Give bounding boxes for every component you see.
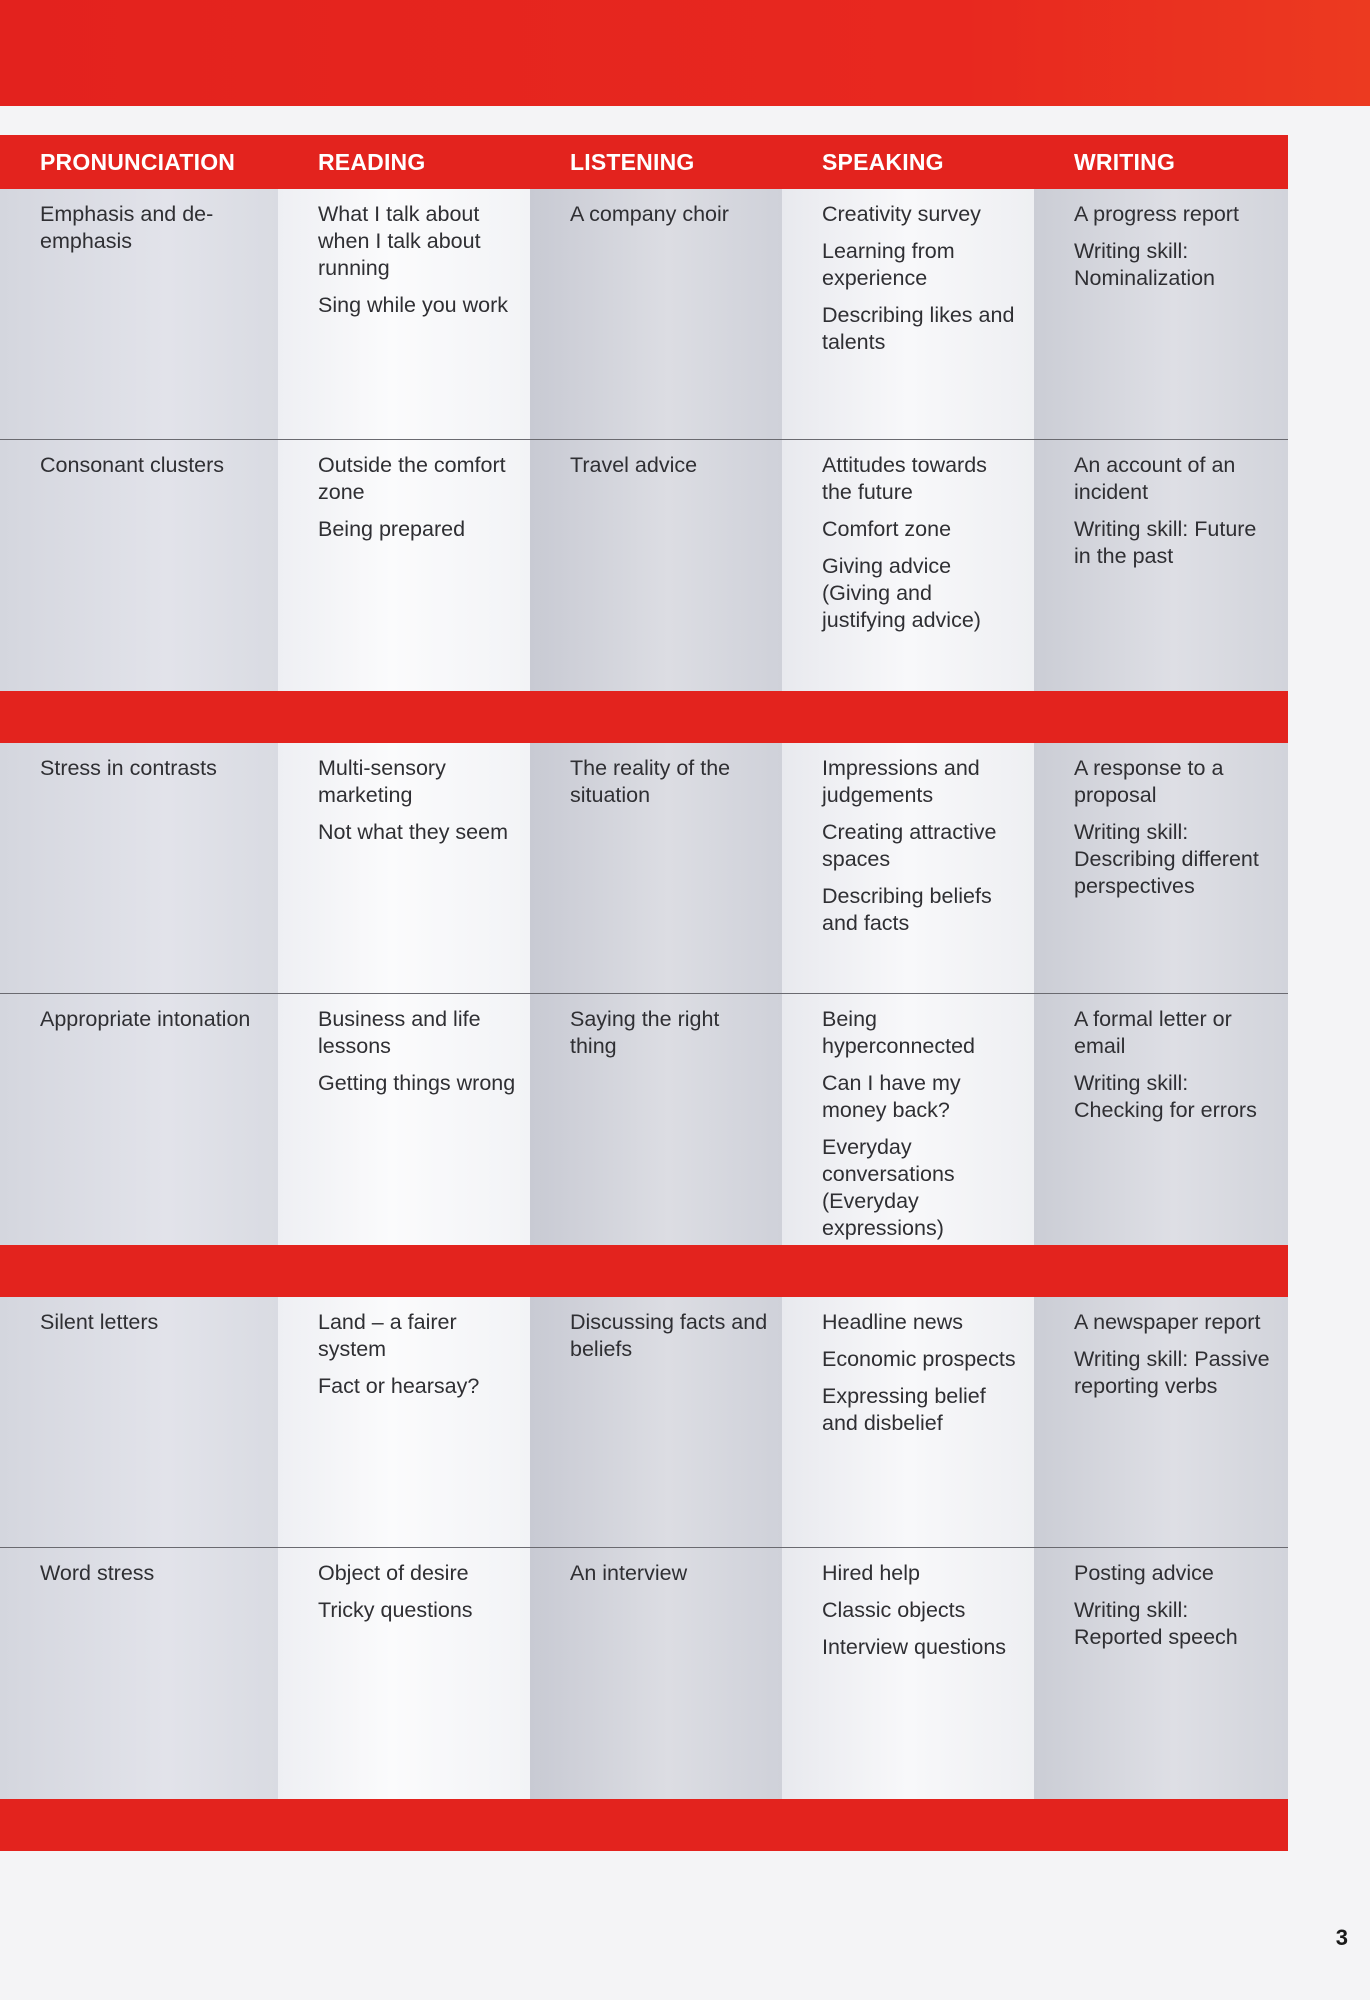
cell-item: Writing skill: Nominalization [1074, 239, 1216, 290]
table-row [0, 1548, 1288, 1799]
header-pronunciation: PRONUNCIATION [40, 148, 236, 175]
cell-item: Headline news [822, 1310, 964, 1334]
cell-item: Tricky questions [318, 1598, 473, 1622]
cell-item: Not what they seem [318, 820, 509, 844]
cell-listening [530, 1297, 782, 1547]
cell-item: Writing skill: Future in the past [1074, 517, 1257, 568]
cell-item: Sing while you work [318, 293, 509, 317]
cell-item: Learning from experience [822, 239, 955, 290]
header-speaking: SPEAKING [822, 148, 944, 175]
cell-item: Can I have my money back? [822, 1071, 961, 1122]
cell-item: Word stress [40, 1561, 155, 1585]
cell-item: Describing beliefs and facts [822, 884, 992, 935]
cell-listening [530, 440, 782, 691]
table-row [0, 1297, 1288, 1548]
cell-item: Object of desire [318, 1561, 469, 1585]
cell-item: Classic objects [822, 1598, 966, 1622]
cell-item: What I talk about when I talk about running [318, 202, 481, 280]
cell-item: Writing skill: Describing different perspectives [1074, 820, 1259, 898]
section-divider-band [0, 1799, 1288, 1851]
cell-item: Writing skill: Passive reporting verbs [1074, 1347, 1270, 1398]
cell-item: Business and life lessons [318, 1007, 481, 1058]
cell-writing [1034, 743, 1288, 993]
cell-speaking [782, 1297, 1034, 1547]
table-row [0, 994, 1288, 1245]
cell-pronunciation [0, 743, 278, 993]
cell-item: Writing skill: Reported speech [1074, 1598, 1238, 1649]
cell-item: Getting things wrong [318, 1071, 516, 1095]
section-divider-band [0, 691, 1288, 743]
page-number: 3 [1335, 1925, 1348, 1950]
cell-speaking [782, 743, 1034, 993]
cell-item: Economic prospects [822, 1347, 1016, 1371]
cell-reading [278, 440, 530, 691]
cell-writing [1034, 994, 1288, 1245]
cell-writing [1034, 189, 1288, 439]
cell-speaking [782, 1548, 1034, 1799]
cell-pronunciation [0, 1297, 278, 1547]
table-row [0, 440, 1288, 691]
cell-item: Creating attractive spaces [822, 820, 997, 871]
cell-item: Outside the comfort zone [318, 453, 506, 504]
cell-item: Fact or hearsay? [318, 1374, 480, 1398]
cell-speaking [782, 189, 1034, 439]
cell-writing [1034, 1297, 1288, 1547]
cell-item: Being hyperconnected [822, 1007, 975, 1058]
cell-item: Giving advice (Giving and justifying advice) [822, 554, 981, 632]
cell-item: Discussing facts and beliefs [570, 1310, 768, 1361]
cell-item: Silent letters [40, 1310, 159, 1334]
cell-item: A progress report [1074, 202, 1239, 226]
cell-item: Land – a fairer system [318, 1310, 457, 1361]
cell-speaking [782, 994, 1034, 1245]
cell-pronunciation [0, 1548, 278, 1799]
cell-item: Saying the right thing [570, 1007, 720, 1058]
cell-reading [278, 994, 530, 1245]
header-writing: WRITING [1074, 148, 1176, 175]
cell-item: The reality of the situation [570, 756, 731, 807]
cell-reading [278, 1297, 530, 1547]
header-reading: READING [318, 148, 426, 175]
cell-item: A company choir [570, 202, 729, 226]
cell-item: Posting advice [1074, 1561, 1214, 1585]
contents-table [0, 135, 1288, 1851]
cell-item: Impressions and judgements [822, 756, 980, 807]
cell-item: Multi-sensory marketing [318, 756, 446, 807]
cell-reading [278, 189, 530, 439]
table-header [0, 135, 1288, 189]
cell-item: Interview questions [822, 1635, 1007, 1659]
table-body [0, 189, 1288, 1851]
cell-item: An account of an incident [1074, 453, 1236, 504]
cell-reading [278, 743, 530, 993]
cell-pronunciation [0, 440, 278, 691]
cell-item: Stress in contrasts [40, 756, 217, 780]
header-listening: LISTENING [570, 148, 695, 175]
cell-item: Hired help [822, 1561, 920, 1585]
cell-pronunciation [0, 189, 278, 439]
table-row [0, 189, 1288, 440]
cell-listening [530, 994, 782, 1245]
cell-item: Comfort zone [822, 517, 952, 541]
cell-writing [1034, 1548, 1288, 1799]
cell-item: Appropriate intonation [40, 1007, 251, 1031]
cell-item: Attitudes towards the future [822, 453, 987, 504]
table-row [0, 743, 1288, 994]
cell-item: Expressing belief and disbelief [822, 1384, 986, 1435]
section-divider-band [0, 1245, 1288, 1297]
cell-item: Travel advice [570, 453, 698, 477]
cell-pronunciation [0, 994, 278, 1245]
cell-item: A newspaper report [1074, 1310, 1261, 1334]
cell-writing [1034, 440, 1288, 691]
cell-reading [278, 1548, 530, 1799]
top-red-band [0, 0, 1370, 106]
cell-listening [530, 1548, 782, 1799]
cell-speaking [782, 440, 1034, 691]
cell-item: A formal letter or email [1074, 1007, 1232, 1058]
cell-item: An interview [570, 1561, 688, 1585]
cell-item: Writing skill: Checking for errors [1074, 1071, 1257, 1122]
cell-item: Consonant clusters [40, 453, 225, 477]
cell-item: Creativity survey [822, 202, 981, 226]
cell-item: Being prepared [318, 517, 466, 541]
cell-listening [530, 189, 782, 439]
cell-item: Emphasis and de-emphasis [40, 202, 214, 253]
cell-listening [530, 743, 782, 993]
cell-item: A response to a proposal [1074, 756, 1224, 807]
cell-item: Everyday conversations (Everyday expressions) [822, 1135, 955, 1240]
cell-item: Describing likes and talents [822, 303, 1015, 354]
